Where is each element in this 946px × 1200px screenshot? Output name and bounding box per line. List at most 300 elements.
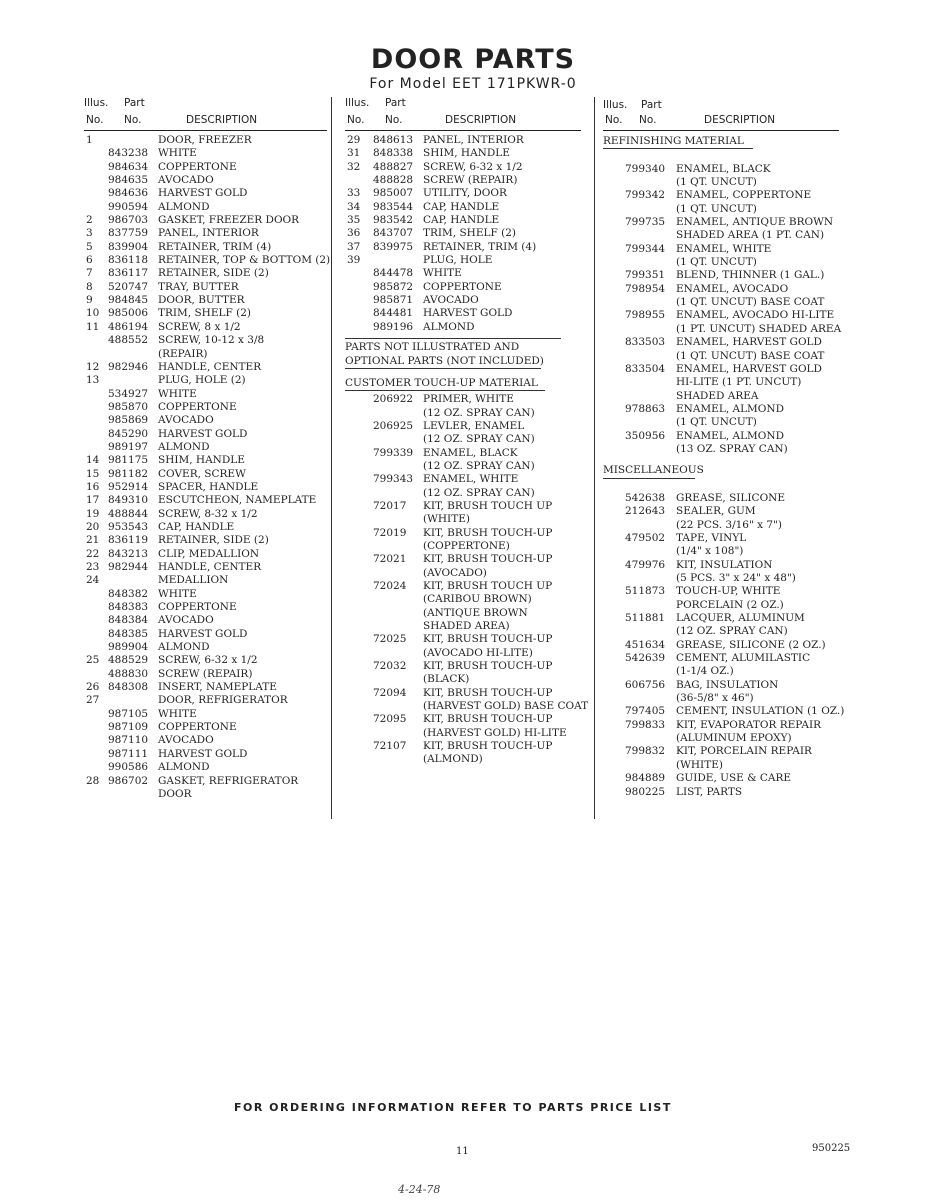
part-description: DOOR bbox=[158, 787, 192, 800]
part-row bbox=[345, 201, 585, 214]
part-row bbox=[84, 694, 329, 707]
illus-number: 28 bbox=[86, 774, 100, 787]
illus-number: 37 bbox=[347, 240, 361, 253]
part-row bbox=[603, 296, 843, 309]
illus-number: 22 bbox=[86, 547, 100, 560]
part-description: (ANTIQUE BROWN bbox=[423, 606, 528, 619]
part-description: HARVEST GOLD bbox=[423, 307, 513, 320]
page-number: 11 bbox=[456, 1146, 469, 1157]
part-description: ENAMEL, ALMOND bbox=[676, 402, 785, 415]
part-description: RETAINER, TRIM (4) bbox=[423, 240, 537, 253]
note-line: PARTS NOT ILLUSTRATED AND bbox=[345, 341, 520, 354]
illus-no-header: No. bbox=[605, 114, 623, 126]
part-row bbox=[84, 561, 329, 574]
part-row bbox=[84, 548, 329, 561]
part-description: PANEL, INTERIOR bbox=[423, 134, 524, 146]
part-row bbox=[345, 593, 585, 606]
part-description: SHIM, HANDLE bbox=[158, 454, 245, 467]
illus-number: 34 bbox=[347, 200, 361, 213]
illus-number: 39 bbox=[347, 254, 361, 267]
part-description: KIT, BRUSH TOUCH UP bbox=[423, 499, 553, 512]
part-number: 833503 bbox=[625, 336, 666, 349]
part-row bbox=[84, 201, 329, 214]
part-description: CEMENT, INSULATION (1 OZ.) bbox=[676, 705, 845, 718]
part-row bbox=[603, 545, 843, 558]
part-row bbox=[603, 350, 843, 363]
part-description: SHADED AREA (1 PT. CAN) bbox=[676, 229, 825, 242]
part-row bbox=[345, 281, 585, 294]
part-row bbox=[84, 214, 329, 227]
parts-list bbox=[345, 134, 585, 334]
notes-block bbox=[345, 338, 561, 369]
part-description: ENAMEL, AVOCADO HI-LITE bbox=[676, 309, 835, 322]
part-row bbox=[84, 321, 329, 334]
part-description: UTILITY, DOOR bbox=[423, 187, 507, 200]
part-row bbox=[84, 614, 329, 627]
part-number: 479502 bbox=[625, 531, 666, 544]
part-description: SHADED AREA) bbox=[423, 620, 510, 633]
part-description: KIT, BRUSH TOUCH-UP bbox=[423, 660, 553, 673]
parts-column-2 bbox=[345, 97, 589, 767]
part-row bbox=[84, 348, 329, 361]
part-number: 206925 bbox=[373, 419, 414, 432]
part-description: SCREW, 8-32 x 1/2 bbox=[158, 507, 258, 520]
part-number: 978863 bbox=[625, 402, 666, 415]
refinishing-list bbox=[603, 149, 843, 456]
part-description: SHIM, HANDLE bbox=[423, 147, 510, 160]
part-description: (1 QT. UNCUT) BASE COAT bbox=[676, 349, 825, 362]
part-description: COPPERTONE bbox=[423, 280, 502, 293]
part-number: 985871 bbox=[373, 294, 414, 307]
part-row bbox=[345, 447, 585, 460]
part-row bbox=[603, 732, 843, 745]
part-number: 989196 bbox=[373, 320, 414, 333]
part-description: KIT, BRUSH TOUCH-UP bbox=[423, 526, 553, 539]
part-row bbox=[603, 585, 843, 598]
part-description: LEVLER, ENAMEL bbox=[423, 419, 525, 432]
part-number: 980225 bbox=[625, 785, 666, 798]
part-row bbox=[345, 713, 585, 726]
part-number: 844481 bbox=[373, 307, 414, 320]
illus-header: Illus. bbox=[84, 97, 109, 109]
part-description: (12 OZ. SPRAY CAN) bbox=[423, 406, 535, 419]
illus-number: 17 bbox=[86, 494, 100, 507]
part-description: AVOCADO bbox=[423, 294, 479, 307]
column-header bbox=[345, 97, 585, 131]
misc-list bbox=[603, 479, 843, 799]
part-description: HARVEST GOLD bbox=[158, 747, 248, 760]
part-row bbox=[84, 628, 329, 641]
part-row bbox=[345, 433, 585, 446]
part-no-header: No. bbox=[385, 114, 403, 126]
column-divider bbox=[331, 97, 332, 819]
part-row bbox=[603, 376, 843, 389]
illus-number: 23 bbox=[86, 561, 100, 573]
part-row bbox=[345, 553, 585, 566]
part-row bbox=[84, 788, 329, 801]
part-number: 799344 bbox=[625, 242, 666, 255]
part-row bbox=[84, 748, 329, 761]
part-description: SEALER, GUM bbox=[676, 505, 756, 518]
part-row bbox=[84, 721, 329, 734]
part-number: 534927 bbox=[108, 387, 149, 400]
part-number: 848308 bbox=[108, 681, 149, 694]
part-row bbox=[345, 227, 585, 240]
part-row bbox=[345, 407, 585, 420]
part-row bbox=[603, 189, 843, 202]
part-row bbox=[345, 174, 585, 187]
part-description: CAP, HANDLE bbox=[423, 200, 500, 213]
part-number: 844478 bbox=[373, 267, 414, 280]
illus-number: 5 bbox=[86, 240, 93, 253]
part-number: 798954 bbox=[625, 282, 666, 295]
part-number: 845290 bbox=[108, 427, 149, 440]
part-row bbox=[345, 580, 585, 593]
part-row bbox=[84, 761, 329, 774]
illus-number: 13 bbox=[86, 374, 100, 387]
part-number: 799342 bbox=[625, 189, 666, 202]
part-number: 986702 bbox=[108, 774, 149, 787]
part-description: SCREW (REPAIR) bbox=[423, 174, 518, 187]
illus-number: 33 bbox=[347, 187, 361, 200]
part-description: ENAMEL, AVOCADO bbox=[676, 282, 789, 295]
part-number: 451634 bbox=[625, 638, 666, 651]
part-row bbox=[603, 692, 843, 705]
part-description: GASKET, REFRIGERATOR bbox=[158, 774, 299, 787]
part-row bbox=[345, 673, 585, 686]
part-description: HARVEST GOLD bbox=[158, 627, 248, 640]
part-description: (22 PCS. 3/16" x 7") bbox=[676, 518, 782, 531]
part-description: ALMOND bbox=[158, 440, 210, 453]
part-row bbox=[345, 660, 585, 673]
part-number: 606756 bbox=[625, 678, 666, 691]
part-number: 479976 bbox=[625, 558, 666, 571]
part-row bbox=[345, 500, 585, 513]
part-row bbox=[345, 254, 585, 267]
part-row bbox=[603, 243, 843, 256]
part-row bbox=[345, 420, 585, 433]
part-description: ENAMEL, ANTIQUE BROWN bbox=[676, 216, 834, 229]
part-row bbox=[84, 307, 329, 320]
part-description: (WHITE) bbox=[423, 513, 470, 526]
part-number: 836117 bbox=[108, 267, 149, 280]
part-description: TOUCH-UP, WHITE bbox=[676, 585, 781, 598]
part-description: ENAMEL, WHITE bbox=[676, 242, 772, 255]
part-number: 987105 bbox=[108, 707, 149, 720]
part-number: 982944 bbox=[108, 561, 149, 573]
illus-number: 31 bbox=[347, 147, 361, 160]
part-description: RETAINER, SIDE (2) bbox=[158, 267, 269, 280]
part-row bbox=[603, 639, 843, 652]
part-row bbox=[84, 588, 329, 601]
part-row bbox=[345, 620, 585, 633]
touchup-list bbox=[345, 393, 589, 767]
part-description: (WHITE) bbox=[676, 758, 723, 771]
part-number: 799343 bbox=[373, 473, 414, 486]
part-description: WHITE bbox=[158, 707, 197, 720]
part-number: 984636 bbox=[108, 187, 149, 200]
illus-number: 25 bbox=[86, 654, 100, 667]
part-description: ESCUTCHEON, NAMEPLATE bbox=[158, 494, 317, 507]
illus-number: 6 bbox=[86, 254, 93, 267]
part-description: HANDLE, CENTER bbox=[158, 561, 262, 573]
part-description: (1-1/4 OZ.) bbox=[676, 665, 734, 678]
part-description: WHITE bbox=[158, 147, 197, 160]
part-row bbox=[345, 214, 585, 227]
part-row bbox=[84, 281, 329, 294]
part-header: Part bbox=[385, 97, 406, 109]
part-description: RETAINER, TOP & BOTTOM (2) bbox=[158, 254, 331, 267]
part-description: (1 QT. UNCUT) bbox=[676, 416, 757, 429]
part-row bbox=[603, 416, 843, 429]
part-description: (COPPERTONE) bbox=[423, 539, 510, 552]
part-no-header: No. bbox=[639, 114, 657, 126]
part-number: 836119 bbox=[108, 534, 149, 547]
part-row bbox=[603, 256, 843, 269]
part-row bbox=[84, 508, 329, 521]
part-row bbox=[84, 734, 329, 747]
part-number: 984889 bbox=[625, 772, 666, 785]
part-row bbox=[603, 216, 843, 229]
part-row bbox=[345, 393, 585, 406]
part-description: LACQUER, ALUMINUM bbox=[676, 612, 805, 625]
part-row bbox=[84, 254, 329, 267]
part-row bbox=[84, 668, 329, 681]
part-row bbox=[345, 473, 585, 486]
illus-number: 7 bbox=[86, 267, 93, 280]
part-number: 848383 bbox=[108, 601, 149, 614]
part-row bbox=[84, 574, 329, 587]
part-row bbox=[84, 468, 329, 481]
part-row bbox=[603, 149, 843, 162]
part-row bbox=[603, 719, 843, 732]
part-number: 486194 bbox=[108, 320, 149, 333]
part-description: (HARVEST GOLD) BASE COAT bbox=[423, 700, 589, 713]
page-title: DOOR PARTS bbox=[370, 44, 576, 75]
part-description: KIT, BRUSH TOUCH-UP bbox=[423, 713, 553, 726]
part-description: KIT, BRUSH TOUCH-UP bbox=[423, 633, 553, 646]
part-description: CAP, HANDLE bbox=[158, 520, 235, 533]
part-description: DOOR, FREEZER bbox=[158, 134, 252, 146]
part-description: (5 PCS. 3" x 24" x 48") bbox=[676, 572, 796, 584]
part-number: 833504 bbox=[625, 362, 666, 375]
illus-number: 15 bbox=[86, 467, 100, 480]
part-number: 72094 bbox=[373, 686, 407, 699]
section-heading-misc: MISCELLANEOUS bbox=[603, 464, 695, 478]
ordering-footer: FOR ORDERING INFORMATION REFER TO PARTS PRICE LIST bbox=[234, 1101, 672, 1114]
part-number: 987111 bbox=[108, 747, 149, 760]
part-number: 848385 bbox=[108, 627, 149, 640]
illus-number: 29 bbox=[347, 134, 361, 146]
part-description: HANDLE, CENTER bbox=[158, 360, 262, 373]
part-row bbox=[603, 559, 843, 572]
part-row bbox=[84, 654, 329, 667]
part-description: (13 OZ. SPRAY CAN) bbox=[676, 442, 788, 455]
part-row bbox=[603, 479, 843, 492]
part-number: 987110 bbox=[108, 734, 149, 747]
part-row bbox=[603, 323, 843, 336]
part-number: 843238 bbox=[108, 147, 149, 160]
part-number: 520747 bbox=[108, 280, 149, 293]
part-description: AVOCADO bbox=[158, 734, 214, 747]
illus-number: 10 bbox=[86, 307, 100, 320]
part-row bbox=[603, 492, 843, 505]
part-description: (ALMOND) bbox=[423, 753, 483, 766]
part-number: 849310 bbox=[108, 494, 149, 507]
part-number: 982946 bbox=[108, 360, 149, 373]
description-header: DESCRIPTION bbox=[445, 114, 517, 126]
part-row bbox=[345, 460, 585, 473]
part-description: KIT, BRUSH TOUCH-UP bbox=[423, 553, 553, 566]
part-row bbox=[345, 487, 585, 500]
part-row bbox=[603, 612, 843, 625]
part-number: 488529 bbox=[108, 654, 149, 667]
illus-no-header: No. bbox=[347, 114, 365, 126]
part-description: SCREW, 10-12 x 3/8 bbox=[158, 334, 265, 347]
part-description: BLEND, THINNER (1 GAL.) bbox=[676, 269, 825, 282]
part-row bbox=[84, 147, 329, 160]
part-description: (ALUMINUM EPOXY) bbox=[676, 732, 792, 745]
part-row bbox=[603, 309, 843, 322]
part-description: LIST, PARTS bbox=[676, 785, 743, 798]
part-row bbox=[603, 705, 843, 718]
part-description: DOOR, REFRIGERATOR bbox=[158, 694, 288, 707]
part-number: 542638 bbox=[625, 491, 666, 504]
part-number: 953543 bbox=[108, 520, 149, 533]
part-description: SCREW (REPAIR) bbox=[158, 667, 253, 680]
part-description: KIT, PORCELAIN REPAIR bbox=[676, 745, 812, 758]
part-number: 987109 bbox=[108, 721, 149, 734]
part-number: 983542 bbox=[373, 214, 414, 227]
column-header bbox=[603, 97, 843, 131]
part-number: 212643 bbox=[625, 505, 666, 518]
illus-number: 11 bbox=[86, 320, 100, 333]
part-description: (12 OZ. SPRAY CAN) bbox=[423, 486, 535, 499]
part-number: 798955 bbox=[625, 309, 666, 322]
part-number: 984845 bbox=[108, 294, 149, 307]
part-row bbox=[84, 414, 329, 427]
part-row bbox=[84, 294, 329, 307]
illus-number: 16 bbox=[86, 480, 100, 493]
part-description: COPPERTONE bbox=[158, 721, 237, 734]
description-header: DESCRIPTION bbox=[704, 114, 776, 126]
part-row bbox=[345, 241, 585, 254]
parts-list bbox=[84, 134, 329, 801]
part-description: COPPERTONE bbox=[158, 160, 237, 173]
part-row bbox=[84, 534, 329, 547]
part-number: 848384 bbox=[108, 614, 149, 627]
part-number: 836118 bbox=[108, 254, 149, 267]
part-description: CAP, HANDLE bbox=[423, 214, 500, 227]
part-row bbox=[603, 786, 843, 799]
part-description: ENAMEL, COPPERTONE bbox=[676, 189, 812, 202]
part-row bbox=[345, 647, 585, 660]
part-row bbox=[603, 625, 843, 638]
part-row bbox=[603, 505, 843, 518]
part-number: 799735 bbox=[625, 216, 666, 229]
part-row bbox=[345, 161, 585, 174]
part-row bbox=[603, 599, 843, 612]
part-number: 72095 bbox=[373, 713, 407, 726]
part-row bbox=[603, 665, 843, 678]
part-row bbox=[84, 267, 329, 280]
part-row bbox=[603, 745, 843, 758]
part-row bbox=[84, 641, 329, 654]
part-row bbox=[603, 652, 843, 665]
part-description: GREASE, SILICONE (2 OZ.) bbox=[676, 638, 826, 651]
part-description: HARVEST GOLD bbox=[158, 427, 248, 440]
part-description: WHITE bbox=[423, 267, 462, 280]
part-number: 799351 bbox=[625, 269, 666, 282]
part-description: (12 OZ. SPRAY CAN) bbox=[676, 625, 788, 638]
part-description: KIT, BRUSH TOUCH-UP bbox=[423, 740, 553, 753]
part-number: 843707 bbox=[373, 227, 414, 240]
part-row bbox=[603, 163, 843, 176]
part-row bbox=[84, 775, 329, 788]
part-description: AVOCADO bbox=[158, 174, 214, 187]
part-row bbox=[84, 681, 329, 694]
part-row bbox=[345, 607, 585, 620]
part-row bbox=[345, 187, 585, 200]
part-number: 511881 bbox=[625, 612, 666, 625]
column-divider bbox=[594, 97, 595, 819]
part-description: (HARVEST GOLD) HI-LITE bbox=[423, 726, 567, 739]
part-row bbox=[345, 727, 585, 740]
part-row bbox=[84, 601, 329, 614]
illus-number: 36 bbox=[347, 227, 361, 240]
part-row bbox=[603, 229, 843, 242]
part-description: (1 PT. UNCUT) SHADED AREA bbox=[676, 322, 842, 335]
part-number: 986703 bbox=[108, 214, 149, 227]
part-number: 488828 bbox=[373, 174, 414, 187]
part-row bbox=[84, 481, 329, 494]
part-description: SHADED AREA bbox=[676, 389, 759, 402]
illus-number: 20 bbox=[86, 520, 100, 533]
part-number: 984634 bbox=[108, 160, 149, 173]
part-number: 981175 bbox=[108, 454, 149, 467]
part-number: 952914 bbox=[108, 480, 149, 493]
part-description: GUIDE, USE & CARE bbox=[676, 772, 792, 785]
part-number: 990586 bbox=[108, 761, 149, 774]
part-row bbox=[84, 401, 329, 414]
column-header bbox=[84, 97, 329, 131]
illus-number: 32 bbox=[347, 160, 361, 173]
note-line: OPTIONAL PARTS (NOT INCLUDED) bbox=[345, 355, 541, 369]
part-row bbox=[603, 403, 843, 416]
part-description: RETAINER, TRIM (4) bbox=[158, 240, 272, 253]
part-number: 799832 bbox=[625, 745, 666, 758]
part-description: (AVOCADO) bbox=[423, 566, 487, 579]
parts-column-3 bbox=[603, 97, 843, 799]
part-description: ALMOND bbox=[423, 320, 475, 333]
part-description: COVER, SCREW bbox=[158, 467, 246, 480]
part-number: 839975 bbox=[373, 240, 414, 253]
part-header: Part bbox=[124, 97, 145, 109]
part-row bbox=[603, 283, 843, 296]
part-number: 848338 bbox=[373, 147, 414, 160]
description-header: DESCRIPTION bbox=[186, 114, 258, 126]
part-number: 542639 bbox=[625, 652, 666, 665]
part-row bbox=[603, 443, 843, 456]
part-row bbox=[345, 321, 585, 334]
part-description: SCREW, 6-32 x 1/2 bbox=[423, 160, 523, 173]
part-row bbox=[345, 687, 585, 700]
part-row bbox=[84, 388, 329, 401]
part-row bbox=[84, 361, 329, 374]
part-row bbox=[603, 176, 843, 189]
part-number: 839904 bbox=[108, 240, 149, 253]
part-row bbox=[84, 187, 329, 200]
